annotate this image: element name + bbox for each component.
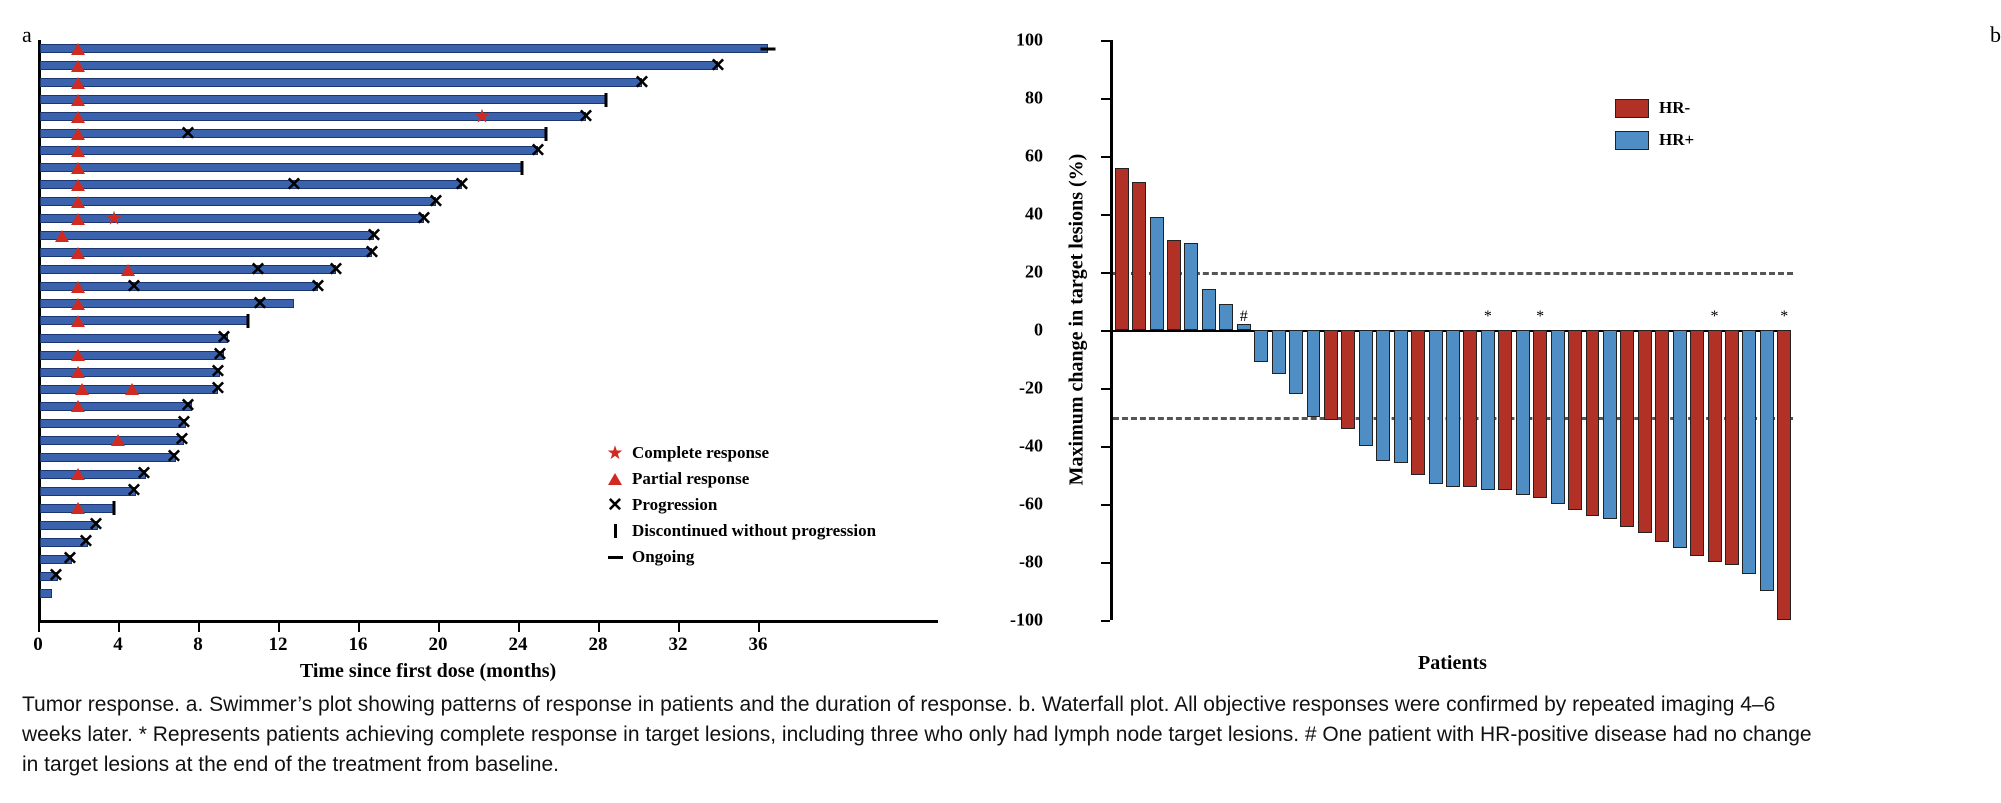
swimmer-plot-area bbox=[33, 40, 938, 682]
marker-progression: ✕ bbox=[180, 395, 196, 417]
swimmer-legend-symbol bbox=[598, 442, 632, 465]
swimmer-legend-symbol bbox=[598, 494, 632, 517]
marker-progression: ✕ bbox=[286, 174, 302, 196]
waterfall-bar bbox=[1481, 330, 1495, 490]
waterfall-y-tick-label: -60 bbox=[1019, 493, 1043, 514]
waterfall-legend-swatch bbox=[1615, 99, 1649, 118]
vertical-bar-icon bbox=[614, 524, 617, 538]
swimmer-bar bbox=[40, 197, 436, 206]
waterfall-y-axis-title: Maximum change in target lesions (%) bbox=[1065, 153, 1088, 486]
waterfall-bar bbox=[1307, 330, 1321, 417]
swimmer-x-tick-label: 32 bbox=[668, 634, 688, 655]
waterfall-bar bbox=[1289, 330, 1303, 394]
swimmer-legend-item bbox=[598, 440, 918, 466]
swimmer-bar bbox=[40, 61, 718, 70]
marker-progression: ✕ bbox=[216, 327, 232, 349]
swimmer-legend-item bbox=[598, 518, 918, 544]
waterfall-bar bbox=[1551, 330, 1565, 504]
marker-progression: ✕ bbox=[62, 548, 78, 570]
marker-partial-response bbox=[71, 281, 85, 293]
waterfall-y-tick bbox=[1101, 156, 1110, 158]
waterfall-legend-swatch bbox=[1615, 131, 1649, 150]
waterfall-bar bbox=[1708, 330, 1722, 562]
waterfall-bar bbox=[1411, 330, 1425, 475]
marker-progression: ✕ bbox=[428, 191, 444, 213]
marker-progression: ✕ bbox=[210, 361, 226, 383]
waterfall-bar bbox=[1620, 330, 1634, 527]
marker-complete-response: ★ bbox=[473, 106, 491, 128]
marker-progression: ✕ bbox=[252, 293, 268, 315]
swimmer-legend-label: Discontinued without progression bbox=[632, 521, 877, 540]
marker-partial-response bbox=[125, 383, 139, 395]
marker-partial-response bbox=[71, 366, 85, 378]
waterfall-bar bbox=[1115, 168, 1129, 330]
swimmer-bar bbox=[40, 146, 538, 155]
swimmer-bar bbox=[40, 112, 586, 121]
waterfall-bar bbox=[1341, 330, 1355, 429]
waterfall-y-tick-label: -100 bbox=[1010, 609, 1043, 630]
waterfall-y-tick bbox=[1101, 446, 1110, 448]
waterfall-y-tick-label: -20 bbox=[1019, 377, 1043, 398]
waterfall-bar bbox=[1272, 330, 1286, 374]
swimmer-x-tick bbox=[598, 623, 600, 632]
panel-b-waterfall-plot bbox=[990, 0, 2001, 680]
marker-progression: ✕ bbox=[212, 344, 228, 366]
waterfall-legend-label: HR- bbox=[1659, 98, 1691, 117]
marker-discontinued bbox=[521, 161, 524, 175]
waterfall-bar bbox=[1725, 330, 1739, 565]
swimmer-bar bbox=[40, 470, 146, 479]
swimmer-x-tick-label: 20 bbox=[428, 634, 448, 655]
marker-progression: ✕ bbox=[310, 276, 326, 298]
marker-complete-response: ★ bbox=[105, 208, 123, 230]
waterfall-bar bbox=[1184, 243, 1198, 330]
marker-progression: ✕ bbox=[48, 565, 64, 587]
waterfall-y-tick bbox=[1101, 272, 1110, 274]
waterfall-y-tick bbox=[1101, 388, 1110, 390]
marker-partial-response bbox=[71, 315, 85, 327]
waterfall-bar bbox=[1150, 217, 1164, 330]
waterfall-y-tick bbox=[1101, 40, 1110, 42]
waterfall-bar bbox=[1638, 330, 1652, 533]
swimmer-bar bbox=[40, 231, 374, 240]
waterfall-x-axis-title: Patients bbox=[1418, 652, 1487, 674]
swimmer-legend-item bbox=[598, 492, 918, 518]
marker-progression: ✕ bbox=[454, 174, 470, 196]
swimmer-bar bbox=[40, 248, 372, 257]
swimmer-x-tick-label: 28 bbox=[588, 634, 608, 655]
waterfall-y-tick bbox=[1101, 504, 1110, 506]
waterfall-legend-item bbox=[1615, 98, 1694, 118]
waterfall-bar bbox=[1376, 330, 1390, 461]
swimmer-bar bbox=[40, 589, 52, 598]
swimmer-bar bbox=[40, 129, 546, 138]
swimmer-legend-label: Ongoing bbox=[632, 547, 695, 566]
waterfall-y-tick-label: -40 bbox=[1019, 435, 1043, 456]
swimmer-x-tick-label: 12 bbox=[268, 634, 288, 655]
swimmer-legend-item bbox=[598, 544, 918, 570]
swimmer-x-tick bbox=[38, 623, 40, 632]
marker-ongoing bbox=[761, 47, 776, 50]
waterfall-y-tick bbox=[1101, 214, 1110, 216]
waterfall-y-tick-label: 80 bbox=[1025, 87, 1043, 108]
marker-partial-response bbox=[71, 213, 85, 225]
waterfall-y-tick-label: 100 bbox=[1016, 29, 1043, 50]
marker-partial-response bbox=[71, 128, 85, 140]
swimmer-legend-label: Complete response bbox=[632, 443, 770, 462]
marker-progression: ✕ bbox=[364, 242, 380, 264]
waterfall-bar bbox=[1516, 330, 1530, 495]
waterfall-annotation: * bbox=[1536, 308, 1545, 325]
swimmer-bar bbox=[40, 44, 768, 53]
swimmer-x-tick bbox=[118, 623, 120, 632]
waterfall-y-tick bbox=[1101, 562, 1110, 564]
waterfall-y-tick bbox=[1101, 98, 1110, 100]
swimmer-legend-symbol bbox=[598, 556, 632, 559]
waterfall-bar bbox=[1219, 304, 1233, 330]
marker-progression: ✕ bbox=[176, 412, 192, 434]
waterfall-legend-label: HR+ bbox=[1659, 130, 1695, 149]
swimmer-x-tick bbox=[278, 623, 280, 632]
waterfall-bar bbox=[1359, 330, 1373, 446]
marker-progression: ✕ bbox=[88, 514, 104, 536]
dash-icon bbox=[608, 556, 623, 559]
swimmer-x-tick-label: 24 bbox=[508, 634, 528, 655]
waterfall-annotation: * bbox=[1710, 308, 1719, 325]
marker-progression: ✕ bbox=[210, 378, 226, 400]
marker-partial-response bbox=[71, 94, 85, 106]
marker-partial-response bbox=[55, 230, 69, 242]
marker-partial-response bbox=[71, 179, 85, 191]
marker-discontinued bbox=[545, 127, 548, 141]
waterfall-bar bbox=[1777, 330, 1791, 620]
waterfall-bar bbox=[1673, 330, 1687, 548]
waterfall-bar bbox=[1533, 330, 1547, 498]
swimmer-bar bbox=[40, 351, 224, 360]
swimmer-x-tick-label: 16 bbox=[348, 634, 368, 655]
marker-partial-response bbox=[71, 43, 85, 55]
waterfall-bar bbox=[1254, 330, 1268, 362]
swimmer-y-axis bbox=[38, 40, 41, 620]
panel-a-label: a bbox=[22, 22, 32, 47]
swimmer-bar bbox=[40, 163, 522, 172]
panel-a-swimmer-plot bbox=[0, 0, 960, 680]
marker-progression: ✕ bbox=[126, 480, 142, 502]
waterfall-reference-line bbox=[1113, 272, 1793, 275]
swimmer-x-tick-label: 36 bbox=[748, 634, 768, 655]
marker-progression: ✕ bbox=[78, 531, 94, 553]
swimmer-bar bbox=[40, 402, 192, 411]
marker-partial-response bbox=[71, 162, 85, 174]
swimmer-bar bbox=[40, 487, 136, 496]
swimmer-bar bbox=[40, 95, 606, 104]
marker-progression: ✕ bbox=[710, 55, 726, 77]
swimmer-x-tick bbox=[358, 623, 360, 632]
marker-progression: ✕ bbox=[250, 259, 266, 281]
waterfall-bar bbox=[1690, 330, 1704, 556]
marker-progression: ✕ bbox=[174, 429, 190, 451]
waterfall-y-tick-label: 20 bbox=[1025, 261, 1043, 282]
marker-discontinued bbox=[605, 93, 608, 107]
swimmer-x-tick bbox=[758, 623, 760, 632]
waterfall-bar bbox=[1568, 330, 1582, 510]
waterfall-y-tick-label: 0 bbox=[1034, 319, 1043, 340]
marker-partial-response bbox=[121, 264, 135, 276]
swimmer-x-tick bbox=[678, 623, 680, 632]
waterfall-legend bbox=[1615, 98, 1694, 162]
marker-progression: ✕ bbox=[136, 463, 152, 485]
swimmer-x-tick bbox=[198, 623, 200, 632]
waterfall-bar bbox=[1463, 330, 1477, 487]
marker-partial-response bbox=[71, 400, 85, 412]
waterfall-bar bbox=[1202, 289, 1216, 330]
waterfall-bar bbox=[1586, 330, 1600, 516]
swimmer-bar bbox=[40, 180, 462, 189]
marker-partial-response bbox=[71, 349, 85, 361]
star-icon: ★ bbox=[606, 442, 624, 464]
swimmer-bar bbox=[40, 334, 228, 343]
figure-caption: Tumor response. a. Swimmer’s plot showing patterns of response in patients and the duration of response. b. Waterfall plot. All objective responses were confirmed by repeated imaging 4–6 weeks later. * Represents patients achieving complete response in target lesions, including three who only had lymph node target lesions. # One patient with HR-positive disease had no change in target lesions at the end of the treatment from baseline. bbox=[22, 693, 1812, 776]
marker-discontinued bbox=[113, 501, 116, 515]
swimmer-x-tick-label: 4 bbox=[113, 634, 123, 655]
waterfall-bar bbox=[1498, 330, 1512, 490]
marker-progression: ✕ bbox=[180, 123, 196, 145]
waterfall-bar bbox=[1132, 182, 1146, 330]
swimmer-legend-item bbox=[598, 466, 918, 492]
marker-progression: ✕ bbox=[416, 208, 432, 230]
swimmer-bar bbox=[40, 265, 336, 274]
swimmer-x-axis bbox=[38, 620, 938, 623]
waterfall-bar bbox=[1603, 330, 1617, 519]
marker-progression: ✕ bbox=[166, 446, 182, 468]
waterfall-bar bbox=[1324, 330, 1338, 420]
waterfall-annotation: * bbox=[1780, 308, 1789, 325]
swimmer-legend-symbol bbox=[598, 524, 632, 538]
panel-b-label: b bbox=[1990, 22, 2001, 47]
marker-partial-response bbox=[111, 434, 125, 446]
swimmer-legend-label: Partial response bbox=[632, 469, 750, 488]
waterfall-legend-item bbox=[1615, 130, 1694, 150]
waterfall-y-tick bbox=[1101, 330, 1110, 332]
swimmer-x-tick bbox=[438, 623, 440, 632]
marker-partial-response bbox=[71, 502, 85, 514]
waterfall-bar bbox=[1429, 330, 1443, 484]
swimmer-bar bbox=[40, 78, 642, 87]
swimmer-bar bbox=[40, 419, 186, 428]
swimmer-bar bbox=[40, 368, 220, 377]
marker-partial-response bbox=[71, 247, 85, 259]
swimmer-x-tick-label: 8 bbox=[193, 634, 203, 655]
waterfall-bar bbox=[1167, 240, 1181, 330]
marker-partial-response bbox=[71, 60, 85, 72]
waterfall-bar bbox=[1394, 330, 1408, 463]
x-icon: ✕ bbox=[607, 494, 623, 516]
marker-partial-response bbox=[71, 111, 85, 123]
waterfall-y-tick bbox=[1101, 620, 1110, 622]
marker-progression: ✕ bbox=[126, 276, 142, 298]
waterfall-bar bbox=[1655, 330, 1669, 542]
waterfall-bar bbox=[1742, 330, 1756, 574]
swimmer-legend-symbol bbox=[598, 473, 632, 485]
marker-discontinued bbox=[247, 314, 250, 328]
waterfall-y-tick-label: -80 bbox=[1019, 551, 1043, 572]
marker-partial-response bbox=[71, 145, 85, 157]
marker-partial-response bbox=[71, 468, 85, 480]
triangle-icon bbox=[608, 473, 622, 485]
marker-partial-response bbox=[71, 196, 85, 208]
swimmer-bar bbox=[40, 453, 176, 462]
marker-progression: ✕ bbox=[366, 225, 382, 247]
waterfall-annotation: * bbox=[1483, 308, 1492, 325]
marker-progression: ✕ bbox=[634, 72, 650, 94]
swimmer-legend-label: Progression bbox=[632, 495, 718, 514]
swimmer-x-tick bbox=[518, 623, 520, 632]
marker-progression: ✕ bbox=[530, 140, 546, 162]
waterfall-bar bbox=[1760, 330, 1774, 591]
marker-partial-response bbox=[75, 383, 89, 395]
swimmer-x-tick-label: 0 bbox=[33, 634, 43, 655]
swimmer-bar bbox=[40, 214, 424, 223]
waterfall-annotation: # bbox=[1239, 308, 1248, 325]
marker-partial-response bbox=[71, 298, 85, 310]
swimmer-x-axis-title: Time since first dose (months) bbox=[299, 660, 557, 682]
marker-partial-response bbox=[71, 77, 85, 89]
marker-progression: ✕ bbox=[578, 106, 594, 128]
marker-progression: ✕ bbox=[328, 259, 344, 281]
waterfall-bar bbox=[1446, 330, 1460, 487]
waterfall-plot-area bbox=[1010, 29, 1795, 674]
swimmer-legend bbox=[598, 440, 918, 570]
waterfall-y-tick-label: 40 bbox=[1025, 203, 1043, 224]
waterfall-y-tick-label: 60 bbox=[1025, 145, 1043, 166]
